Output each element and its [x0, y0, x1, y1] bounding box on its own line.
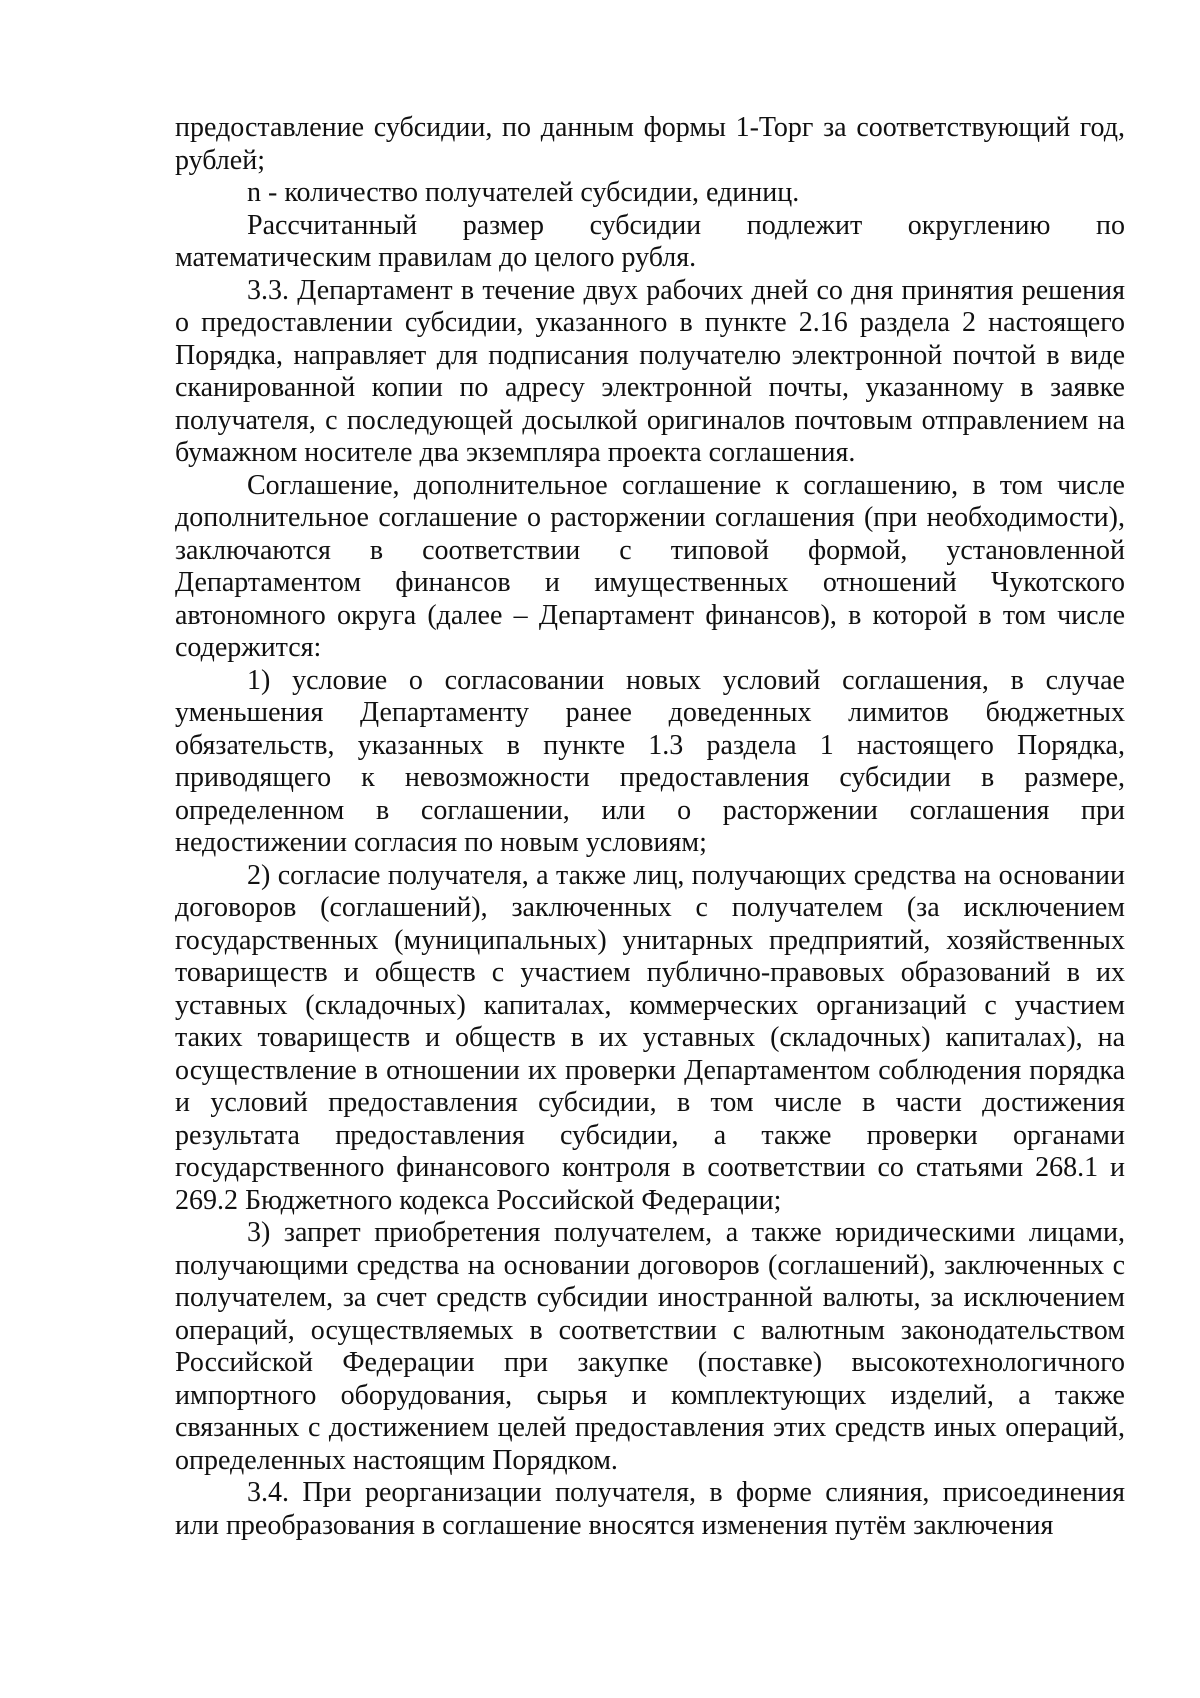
paragraph-4: 3.3. Департамент в течение двух рабочих дней со дня принятия решения о предоставлении субсидии, указанного в пункте 2.16 раздела 2 настоящего Порядка, направляет для подписания получателю электронной почтой в виде сканированной копии по адресу электронной почты, указанному в заявке получателя, с последующей досылкой оригиналов почтовым отправлением на бумажном носителе два экземпляра проекта соглашения. [175, 274, 1125, 468]
paragraph-9: 3.4. При реорганизации получателя, в форме слияния, присоединения или преобразования в соглашение вносятся изменения путём заключения [175, 1477, 1125, 1541]
document-page [175, 112, 1125, 1542]
paragraph-5: Соглашение, дополнительное соглашение к соглашению, в том числе дополнительное соглашение о расторжении соглашения (при необходимости), заключаются в соответствии с типовой формой, установленной Департаментом финансов и имущественных отношений Чукотского автономного округа (далее – Департамент финансов), в которой в том числе содержится: [175, 469, 1125, 663]
paragraph-1: предоставление субсидии, по данным формы 1-Торг за соответствующий год, рублей; [175, 112, 1125, 176]
paragraph-3: Рассчитанный размер субсидии подлежит округлению по математическим правилам до целого рубля. [175, 209, 1125, 273]
paragraph-8: 3) запрет приобретения получателем, а также юридическими лицами, получающими средства на основании договоров (соглашений), заключенных с получателем, за счет средств субсидии иностранной валюты, за исключением операций, осуществляемых в соответствии с валютным законодательством Российской Федерации при закупке (поставке) высокотехнологичного импортного оборудования, сырья и комплектующих изделий, а также связанных с достижением целей предоставления этих средств иных операций, определенных настоящим Порядком. [175, 1217, 1125, 1476]
paragraph-2: n - количество получателей субсидии, единиц. [247, 177, 800, 208]
paragraph-6: 1) условие о согласовании новых условий соглашения, в случае уменьшения Департаменту ранее доведенных лимитов бюджетных обязательств, указанных в пункте 1.3 раздела 1 настоящего Порядка, приводящего к невозможности предоставления субсидии в размере, определенном в соглашении, или о расторжении соглашения при недостижении согласия по новым условиям; [175, 664, 1125, 858]
paragraph-7: 2) согласие получателя, а также лиц, получающих средства на основании договоров (соглашений), заключенных с получателем (за исключением государственных (муниципальных) унитарных предприятий, хозяйственных товариществ и обществ с участием публично-правовых образований в их уставных (складочных) капиталах, коммерческих организаций с участием таких товариществ и обществ в их уставных (складочных) капиталах), на осуществление в отношении их проверки Департаментом соблюдения порядка и условий предоставления субсидии, в том числе в части достижения результата предоставления субсидии, а также проверки органами государственного финансового контроля в соответствии со статьями 268.1 и 269.2 Бюджетного кодекса Российской Федерации; [175, 859, 1125, 1216]
